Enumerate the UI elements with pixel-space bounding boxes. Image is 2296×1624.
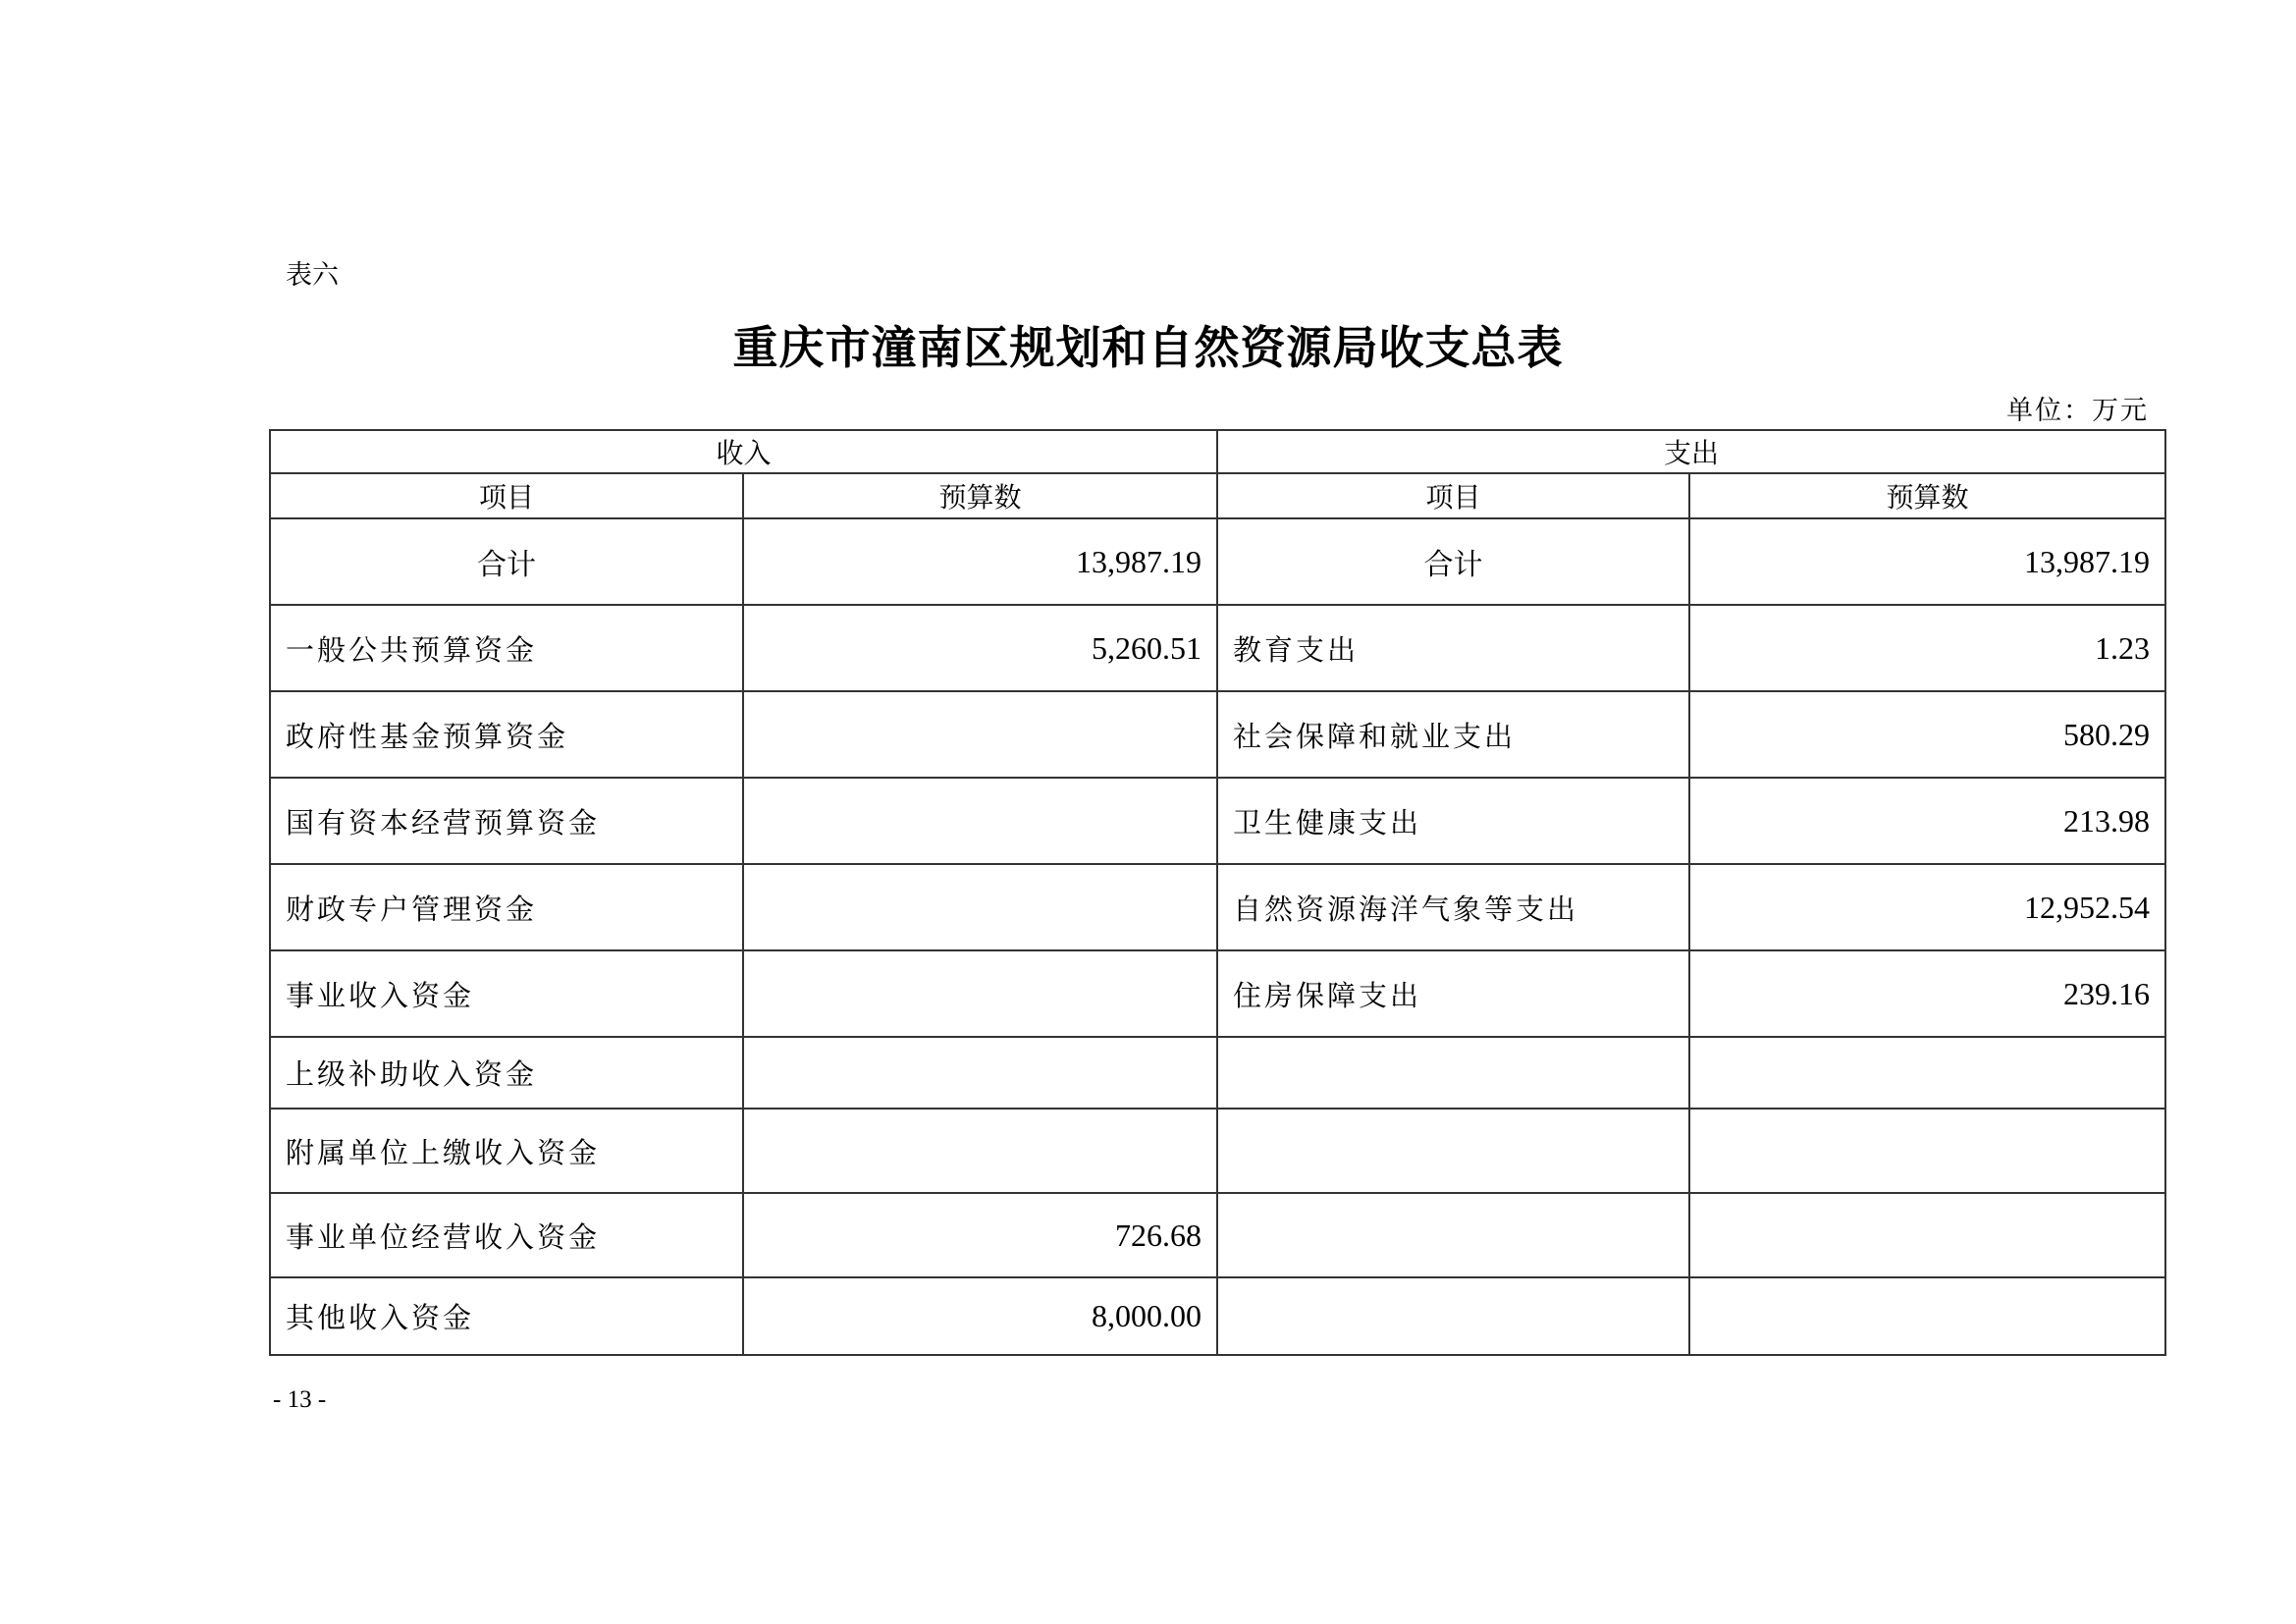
income-total-label: 合计 [270, 518, 743, 605]
income-value: 8,000.00 [743, 1277, 1217, 1355]
table-row [270, 864, 2165, 950]
unit-label: 单位：万元 [2006, 396, 2149, 426]
income-item: 国有资本经营预算资金 [270, 778, 743, 864]
income-value [743, 1109, 1217, 1193]
expense-item: 自然资源海洋气象等支出 [1217, 864, 1689, 950]
income-total-value: 13,987.19 [743, 518, 1217, 605]
expense-value: 213.98 [1689, 778, 2165, 864]
expense-item: 教育支出 [1217, 605, 1689, 691]
expense-item [1217, 1037, 1689, 1109]
expense-value: 1.23 [1689, 605, 2165, 691]
expense-value: 12,952.54 [1689, 864, 2165, 950]
table-row [270, 950, 2165, 1037]
table-row [270, 1037, 2165, 1109]
expense-value [1689, 1277, 2165, 1355]
income-item: 其他收入资金 [270, 1277, 743, 1355]
expense-item [1217, 1277, 1689, 1355]
income-item: 附属单位上缴收入资金 [270, 1109, 743, 1193]
income-item: 事业单位经营收入资金 [270, 1193, 743, 1277]
table-row [270, 1277, 2165, 1355]
income-budget-header: 预算数 [743, 473, 1217, 518]
income-item: 上级补助收入资金 [270, 1037, 743, 1109]
expense-item: 卫生健康支出 [1217, 778, 1689, 864]
expense-value: 239.16 [1689, 950, 2165, 1037]
expense-item: 住房保障支出 [1217, 950, 1689, 1037]
table-row [270, 1193, 2165, 1277]
expense-value [1689, 1037, 2165, 1109]
income-value [743, 864, 1217, 950]
income-value [743, 1037, 1217, 1109]
expense-total-value: 13,987.19 [1689, 518, 2165, 605]
income-header: 收入 [270, 430, 1217, 473]
table-row [270, 778, 2165, 864]
expense-item [1217, 1109, 1689, 1193]
income-value [743, 950, 1217, 1037]
expense-value [1689, 1193, 2165, 1277]
table-label: 表六 [286, 260, 339, 291]
total-row [270, 518, 2165, 605]
budget-summary-table [269, 429, 2166, 1356]
section-header-row [270, 430, 2165, 473]
table-row [270, 1109, 2165, 1193]
expense-budget-header: 预算数 [1689, 473, 2165, 518]
expense-item [1217, 1193, 1689, 1277]
table-row [270, 605, 2165, 691]
expense-total-label: 合计 [1217, 518, 1689, 605]
expense-item: 社会保障和就业支出 [1217, 691, 1689, 778]
income-item-header: 项目 [270, 473, 743, 518]
table-row [270, 691, 2165, 778]
document-title: 重庆市潼南区规划和自然资源局收支总表 [732, 321, 1564, 374]
income-item: 政府性基金预算资金 [270, 691, 743, 778]
expense-header: 支出 [1217, 430, 2165, 473]
income-value: 726.68 [743, 1193, 1217, 1277]
column-header-row [270, 473, 2165, 518]
income-item: 事业收入资金 [270, 950, 743, 1037]
income-value [743, 778, 1217, 864]
page-number: - 13 - [273, 1386, 327, 1413]
expense-item-header: 项目 [1217, 473, 1689, 518]
expense-value [1689, 1109, 2165, 1193]
income-item: 财政专户管理资金 [270, 864, 743, 950]
income-item: 一般公共预算资金 [270, 605, 743, 691]
expense-value: 580.29 [1689, 691, 2165, 778]
income-value: 5,260.51 [743, 605, 1217, 691]
income-value [743, 691, 1217, 778]
